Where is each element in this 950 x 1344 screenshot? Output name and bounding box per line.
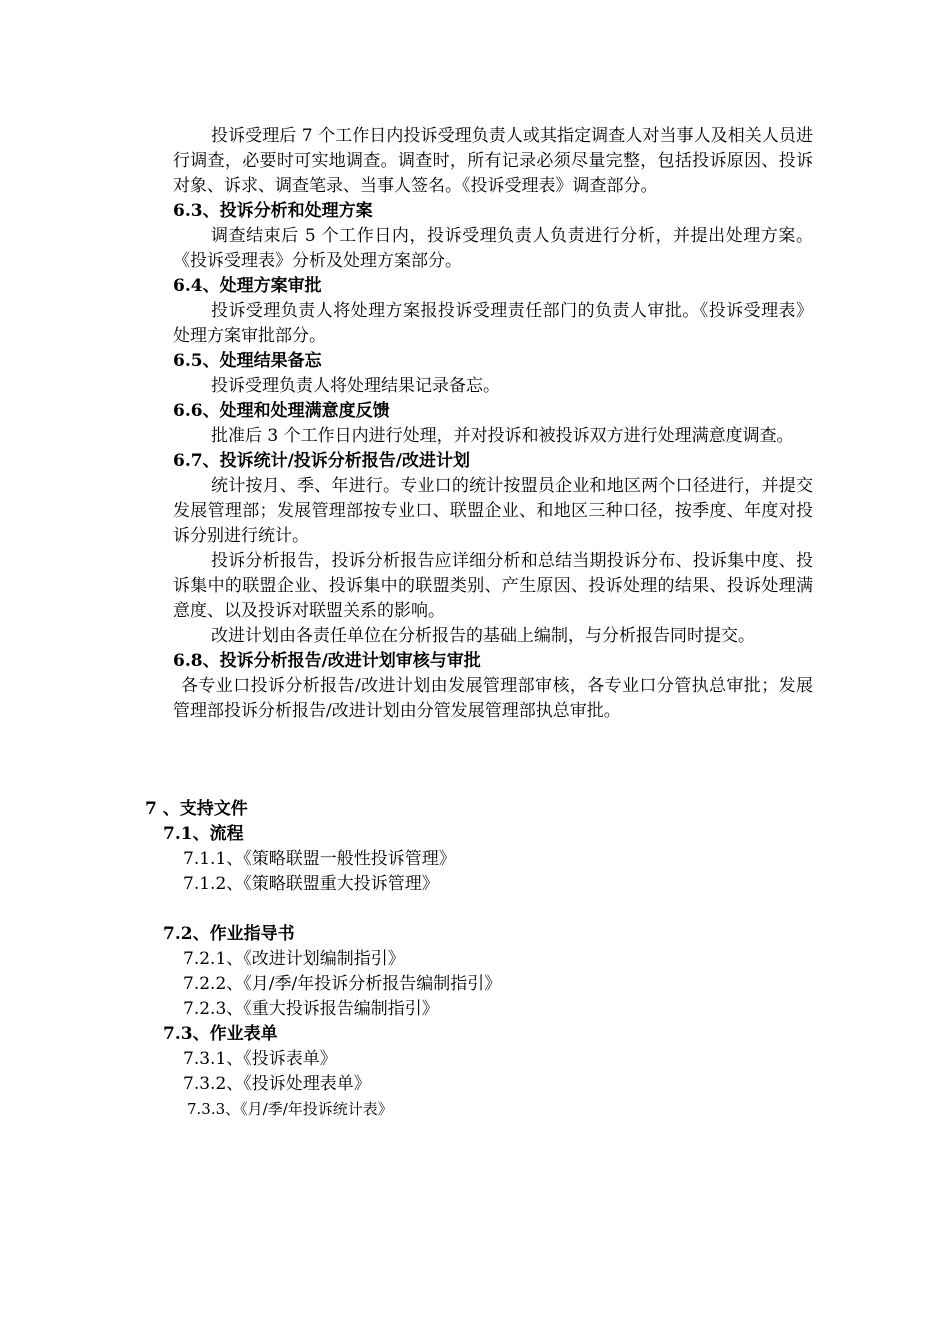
list-item-7-1-1: 7.1.1、《策略联盟一般性投诉管理》 [183, 849, 456, 869]
list-item-7-3-2: 7.3.2、《投诉处理表单》 [183, 1074, 371, 1094]
paragraph-6-8: 各专业口投诉分析报告/改进计划由发展管理部审核，各专业口分管执总审批；发展管理部投诉分析报告/改进计划由分管发展管理部执总审批。 [173, 676, 813, 721]
list-item-7-2-2: 7.2.2、《月/季/年投诉分析报告编制指引》 [183, 974, 502, 994]
heading-6-4: 6.4、处理方案审批 [173, 276, 322, 296]
section-7-title: 7 、支持文件 [145, 799, 248, 819]
list-item-7-3-1: 7.3.1、《投诉表单》 [183, 1049, 337, 1069]
paragraph-6-7-improvement: 改进计划由各责任单位在分析报告的基础上编制，与分析报告同时提交。 [211, 626, 755, 646]
heading-6-6: 6.6、处理和处理满意度反馈 [173, 401, 390, 421]
paragraph-investigation: 投诉受理后 7 个工作日内投诉受理负责人或其指定调查人对当事人及相关人员进行调查，必要时可实地调查。调查时，所有记录必须尽量完整，包括投诉原因、投诉对象、诉求、调查笔录、当事人签名。《投诉受理表》调查部分。 [173, 126, 813, 196]
heading-7-2: 7.2、作业指导书 [163, 924, 295, 944]
list-item-7-3-3: 7.3.3、《月/季/年投诉统计表》 [187, 1100, 393, 1118]
heading-6-5: 6.5、处理结果备忘 [173, 351, 322, 371]
heading-7-1: 7.1、流程 [163, 824, 244, 844]
paragraph-6-7-analysis: 投诉分析报告，投诉分析报告应详细分析和总结当期投诉分布、投诉集中度、投诉集中的联盟企业、投诉集中的联盟类别、产生原因、投诉处理的结果、投诉处理满意度、以及投诉对联盟关系的影响。 [173, 551, 813, 621]
list-item-7-1-2: 7.1.2、《策略联盟重大投诉管理》 [183, 874, 439, 894]
paragraph-6-4: 投诉受理负责人将处理方案报投诉受理责任部门的负责人审批。《投诉受理表》处理方案审批部分。 [173, 301, 813, 346]
paragraph-6-6: 批准后 3 个工作日内进行处理，并对投诉和被投诉双方进行处理满意度调查。 [211, 426, 794, 446]
heading-6-7: 6.7、投诉统计/投诉分析报告/改进计划 [173, 451, 470, 471]
heading-6-8: 6.8、投诉分析报告/改进计划审核与审批 [173, 651, 481, 671]
heading-6-3: 6.3、投诉分析和处理方案 [173, 201, 373, 221]
paragraph-6-7-statistics: 统计按月、季、年进行。专业口的统计按盟员企业和地区两个口径进行，并提交发展管理部；发展管理部按专业口、联盟企业、和地区三种口径，按季度、年度对投诉分别进行统计。 [173, 476, 813, 546]
heading-7-3: 7.3、作业表单 [163, 1024, 278, 1044]
section-6-body [173, 124, 813, 724]
paragraph-6-5: 投诉受理负责人将处理结果记录备忘。 [211, 376, 500, 396]
list-item-7-2-3: 7.2.3、《重大投诉报告编制指引》 [183, 999, 439, 1019]
list-item-7-2-1: 7.2.1、《改进计划编制指引》 [183, 949, 405, 969]
paragraph-6-3: 调查结束后 5 个工作日内，投诉受理负责人负责进行分析，并提出处理方案。《投诉受理表》分析及处理方案部分。 [173, 226, 813, 271]
